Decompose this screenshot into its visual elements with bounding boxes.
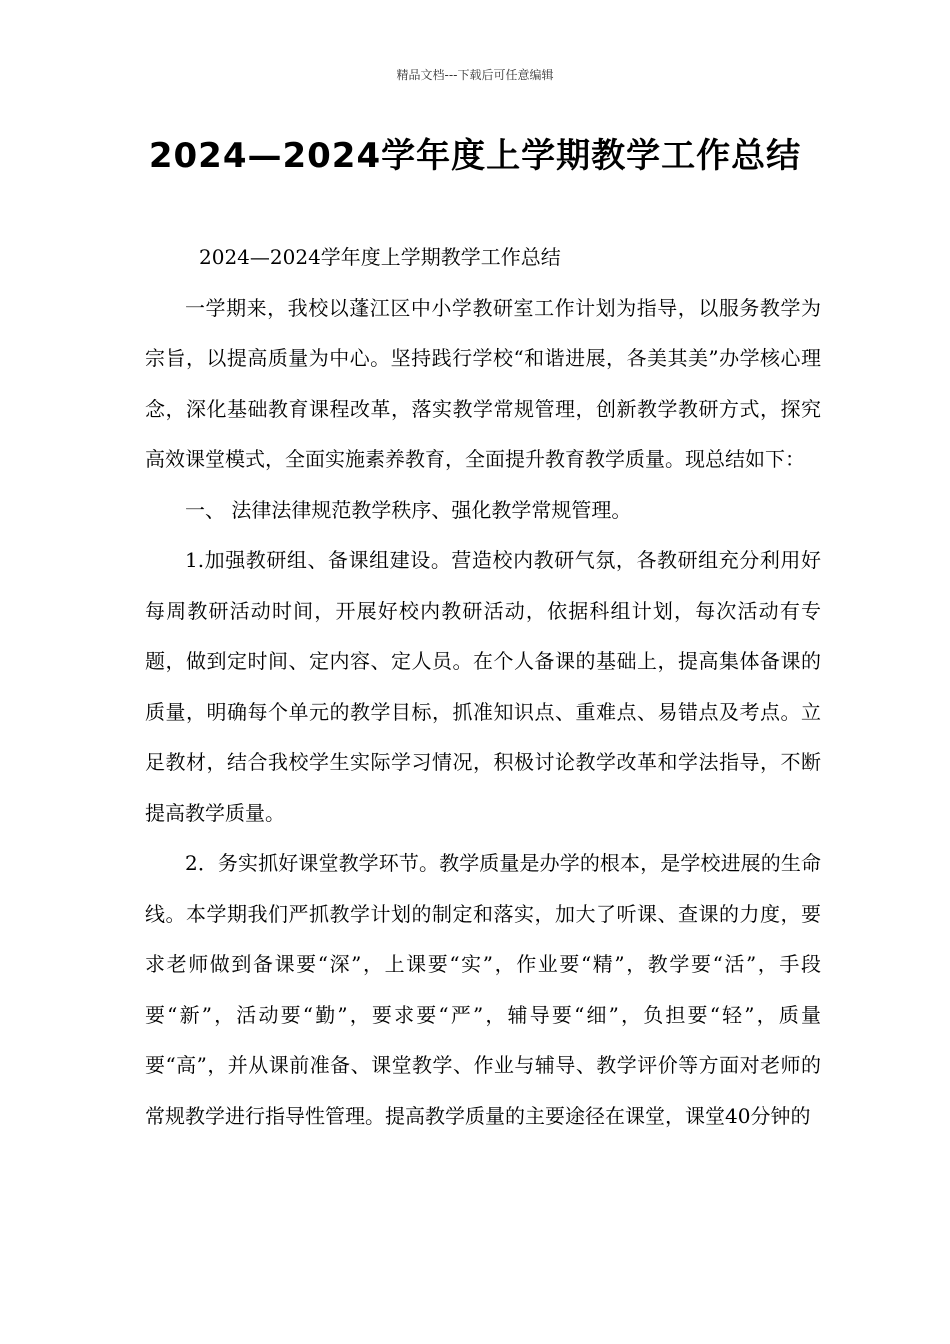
document-title: 2024—2024学年度上学期教学工作总结 bbox=[148, 136, 802, 176]
section-heading: 一、 法律法律规范教学秩序、强化教学常规管理。 bbox=[185, 497, 632, 522]
document-body bbox=[145, 232, 821, 1141]
point-1-paragraph: 1.加强教研组、备课组建设。营造校内教研气氛，各教研组充分利用好每周教研活动时间，开展好校内教研活动，依据科组计划，每次活动有专题，做到定时间、定内容、定人员。在个人备课的基础上，提高集体备课的质量，明确每个单元的教学目标，抓准知识点、重难点、易错点及考点。立足教材，结合我校学生实际学习情况，积极讨论教学改革和学法指导，不断提高教学质量。 bbox=[145, 548, 821, 825]
intro-paragraph: 一学期来，我校以蓬江区中小学教研室工作计划为指导，以服务教学为宗旨，以提高质量为中心。坚持践行学校“和谐进展，各美其美”办学核心理念，深化基础教育课程改革，落实教学常规管理，创新教学教研方式，探究高效课堂模式，全面实施素养教育，全面提升教育教学质量。现总结如下： bbox=[145, 295, 821, 471]
point-2-paragraph: 2．务实抓好课堂教学环节。教学质量是办学的根本，是学校进展的生命线。本学期我们严抓教学计划的制定和落实，加大了听课、查课的力度，要求老师做到备课要“深”，上课要“实”，作业要“精”，教学要“活”，手段要“新”，活动要“勤”，要求要“严”，辅导要“细”，负担要“轻”，质量要“高”，并从课前准备、课堂教学、作业与辅导、教学评价等方面对老师的常规教学进行指导性管理。提高教学质量的主要途径在课堂，课堂40分钟的 bbox=[145, 851, 821, 1128]
subtitle-paragraph: 2024—2024学年度上学期教学工作总结 bbox=[199, 245, 561, 269]
header-note: 精品文档---下载后可任意编辑 bbox=[396, 68, 554, 82]
